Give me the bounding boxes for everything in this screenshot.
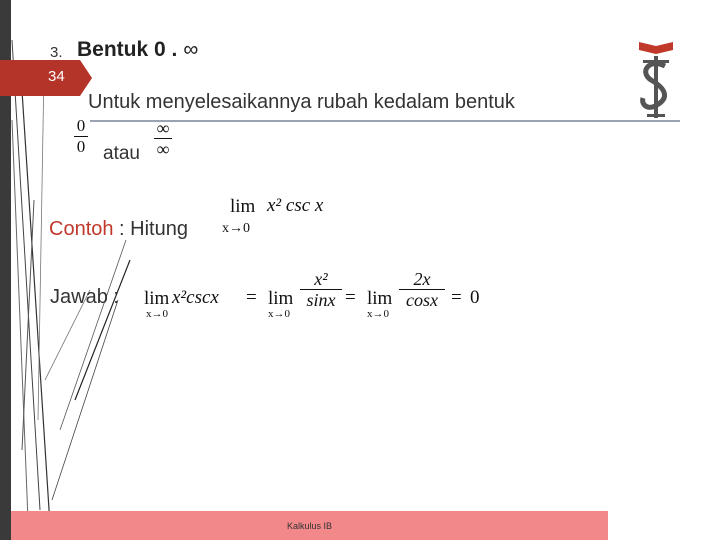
lim-operator: lim (230, 196, 256, 217)
title-text: Bentuk 0 . (77, 38, 178, 61)
university-logo-icon (635, 36, 677, 120)
instruction-text: Untuk menyelesaikannya rubah kedalam bentuk (88, 91, 515, 113)
lim-operator: lim (144, 288, 170, 309)
numerator: 0 (76, 116, 86, 135)
denominator: ∞ (156, 139, 170, 159)
contoh-separator: : Hitung (113, 218, 188, 240)
page-title (77, 38, 198, 62)
step1-expression: x²cscx (172, 287, 219, 308)
answer-label: Jawab : (50, 286, 119, 308)
connector-text: atau (103, 143, 140, 164)
denominator: sinx (306, 290, 336, 310)
numerator: ∞ (156, 118, 170, 138)
lim-operator: lim (367, 288, 393, 309)
inf-over-inf (154, 119, 172, 158)
denominator: 0 (76, 137, 86, 156)
equals-sign: = (451, 287, 462, 308)
zero-over-zero (74, 117, 88, 156)
step3-fraction (399, 270, 445, 309)
lim-operator: lim (268, 288, 294, 309)
lim-subscript: x→0 (146, 308, 168, 320)
step2-fraction (300, 270, 342, 309)
contoh-word: Contoh (49, 218, 114, 240)
equals-sign: = (246, 287, 257, 308)
numerator: x² (314, 269, 328, 289)
lim-subscript: x→0 (367, 308, 389, 320)
denominator: cosx (406, 290, 438, 310)
example-expression: x² csc x (267, 195, 324, 216)
example-label (49, 218, 188, 241)
slide-number-badge (0, 60, 92, 96)
lim-subscript: x→0 (268, 308, 290, 320)
slide-number: 34 (48, 68, 65, 85)
footer-text: Kalkulus IB (287, 521, 333, 531)
lim-subscript: x→0 (222, 221, 250, 236)
item-number: 3. (50, 44, 63, 61)
numerator: 2x (413, 269, 431, 289)
equals-sign: = (345, 287, 356, 308)
infinity-symbol: ∞ (183, 38, 199, 61)
result-value: 0 (470, 287, 480, 308)
heading-rule (90, 120, 680, 122)
